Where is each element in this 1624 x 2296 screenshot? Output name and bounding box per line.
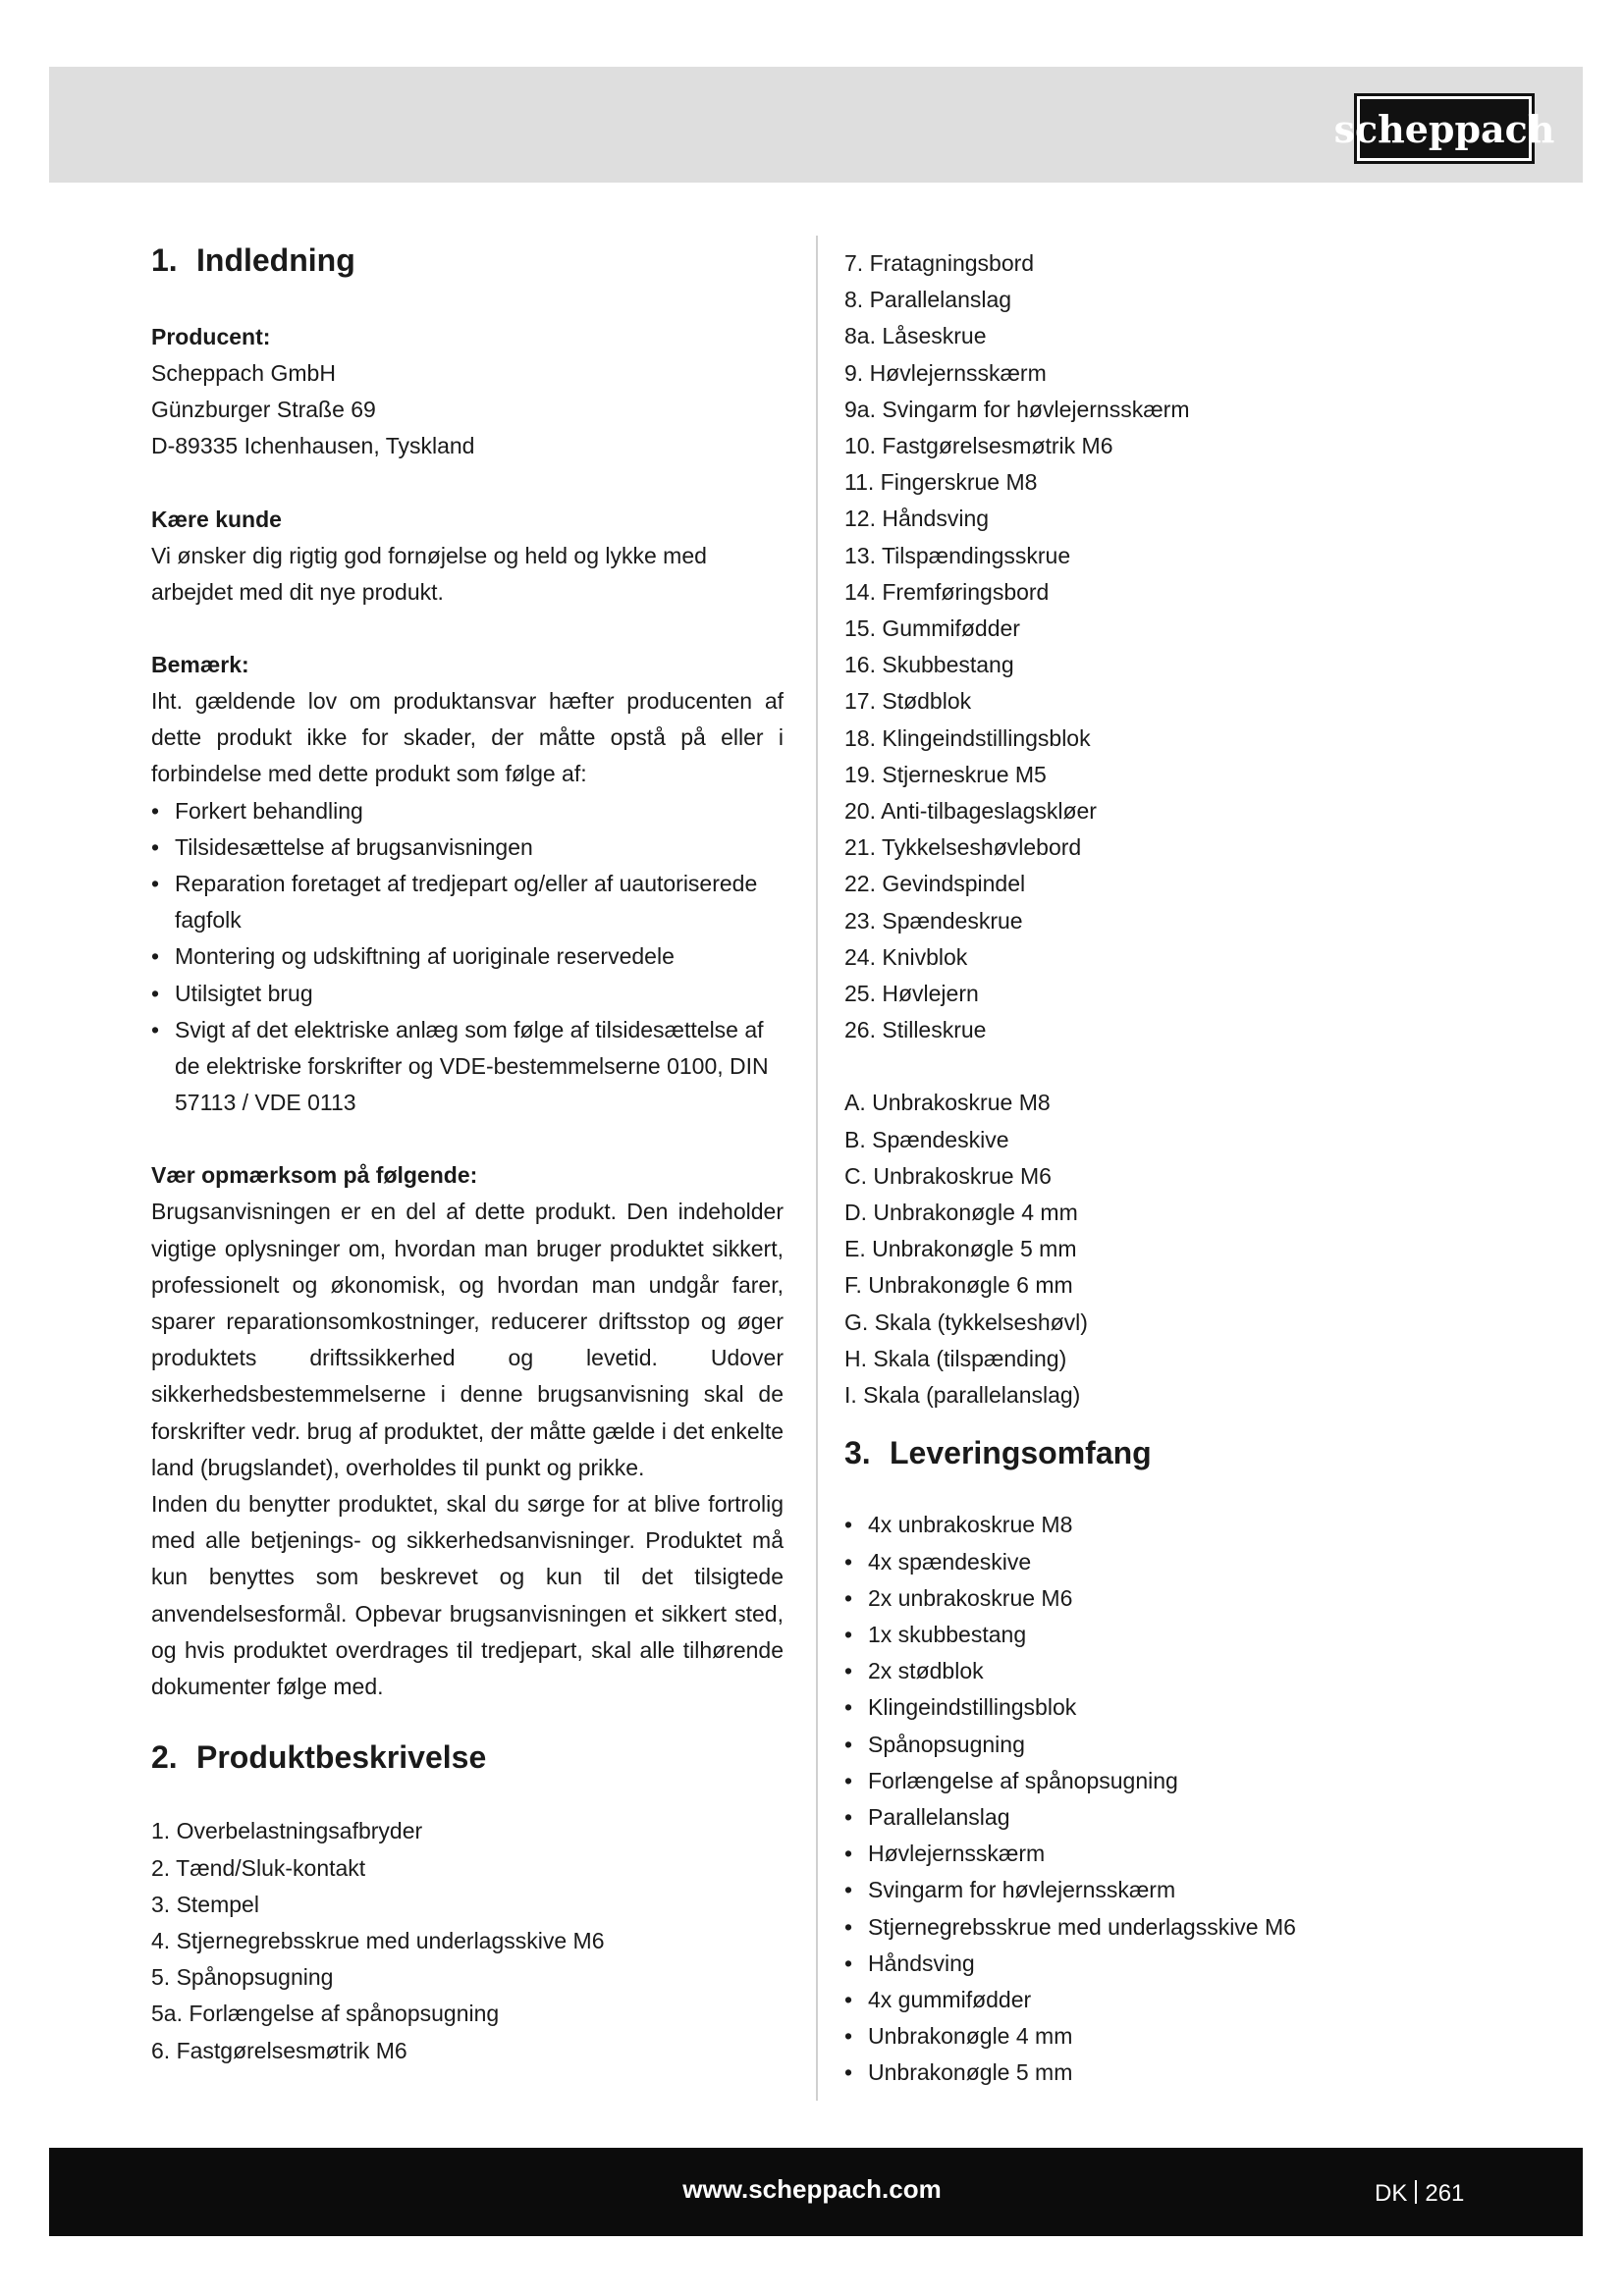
list-item: • Unbrakonøgle 5 mm [844,2055,1551,2091]
column-divider [816,236,818,2101]
list-item: • Reparation foretaget af tredjepart og/eller af uautoriserede fagfolk [151,866,784,938]
list-item: • Parallelanslag [844,1799,1551,1836]
section-2-title: 2. Produktbeskrivelse [151,1739,487,1776]
list-item: 6. Fastgørelsesmøtrik M6 [151,2037,407,2063]
list-item: • Utilsigtet brug [151,976,784,1012]
list-item: • Spånopsugning [844,1727,1551,1763]
accessory-letters-list [844,1085,1551,1414]
separator [1415,2180,1417,2204]
list-item: G. Skala (tykkelseshøvl) [844,1308,1088,1335]
dear-customer-label: Kære kunde [151,506,282,532]
list-item: • 4x spændeskive [844,1544,1551,1580]
list-item: 8a. Låseskrue [844,323,987,349]
footer-website-link[interactable]: www.scheppach.com [682,2174,942,2204]
list-item: 9. Høvlejernsskærm [844,359,1047,386]
list-item: • Håndsving [844,1946,1551,1982]
list-item: 5a. Forlængelse af spånopsugning [151,2001,500,2027]
list-item: • Unbrakonøgle 4 mm [844,2018,1551,2055]
list-item: 5. Spånopsugning [151,1964,334,1991]
product-parts-list-continued [844,245,1551,1048]
list-item: D. Unbrakonøgle 4 mm [844,1200,1078,1226]
list-item: • 1x skubbestang [844,1617,1551,1653]
list-item: 19. Stjerneskrue M5 [844,761,1047,787]
note-bullets [151,793,784,1122]
producer-label: Producent: [151,324,271,349]
product-parts-list [151,1813,784,2068]
list-item: C. Unbrakoskrue M6 [844,1162,1052,1189]
list-item: 18. Klingeindstillingsblok [844,724,1091,751]
list-item: • Tilsidesættelse af brugsanvisningen [151,829,784,866]
note-label: Bemærk: [151,652,249,678]
list-item: • 2x unbrakoskrue M6 [844,1580,1551,1617]
list-item: 26. Stilleskrue [844,1017,987,1043]
list-item: B. Spændeskive [844,1126,1009,1152]
list-item: H. Skala (tilspænding) [844,1345,1067,1371]
list-item: • Forkert behandling [151,793,784,829]
list-item: • 2x stødblok [844,1653,1551,1689]
list-item: E. Unbrakonøgle 5 mm [844,1236,1077,1262]
list-item: 20. Anti-tilbageslagskløer [844,798,1097,825]
list-item: • Montering og udskiftning af uoriginale reservedele [151,938,784,975]
list-item: 24. Knivblok [844,943,968,970]
list-item: • Svigt af det elektriske anlæg som følge af tilsidesættelse af de elektriske forskrifter og VDE-bestemmelserne 0100, DIN 57113 / VDE 0113 [151,1012,784,1122]
producer-line: D-89335 Ichenhausen, Tyskland [151,433,475,459]
list-item: 7. Fratagningsbord [844,250,1035,276]
list-item: 16. Skubbestang [844,652,1014,678]
list-item: I. Skala (parallelanslag) [844,1382,1081,1409]
list-item: 22. Gevindspindel [844,871,1026,897]
list-item: 10. Fastgørelsesmøtrik M6 [844,433,1113,459]
list-item: 8. Parallelanslag [844,287,1012,313]
attention-text: Inden du benytter produktet, skal du sørge for at blive fortrolig med alle betjenings- og sikkerhedsanvisninger. Produktet må kun benyttes som beskrevet og kun til det tilsigtede anvendelsesformål. Opbevar brugsanvisningen et sikkert sted, og hvis produktet overdrages til tredjepart, skal alle tilhørende dokumenter følge med. [151,1491,784,1700]
producer-line: Scheppach GmbH [151,360,336,386]
list-item: 21. Tykkelseshøvlebord [844,834,1082,861]
list-item: 12. Håndsving [844,506,990,532]
list-item: • Klingeindstillingsblok [844,1689,1551,1726]
list-item: 3. Stempel [151,1891,259,1917]
list-item: 15. Gummifødder [844,615,1020,642]
left-column [151,240,784,2069]
list-item: • 4x unbrakoskrue M8 [844,1507,1551,1543]
attention-label: Vær opmærksom på følgende: [151,1162,478,1189]
list-item: A. Unbrakoskrue M8 [844,1090,1051,1116]
dear-customer-text: Vi ønsker dig rigtig god fornøjelse og held og lykke med arbejdet med dit nye produkt. [151,542,707,605]
list-item: • Forlængelse af spånopsugning [844,1763,1551,1799]
section-1-title: 1. Indledning [151,242,355,278]
list-item: 25. Høvlejern [844,981,979,1007]
list-item: 1. Overbelastningsafbryder [151,1818,423,1844]
list-item: • Svingarm for høvlejernsskærm [844,1872,1551,1908]
delivery-scope-list [844,1507,1551,2091]
list-item: 9a. Svingarm for høvlejernsskærm [844,396,1190,422]
list-item: 13. Tilspændingsskrue [844,542,1071,568]
producer-line: Günzburger Straße 69 [151,397,376,423]
list-item: 2. Tænd/Sluk-kontakt [151,1854,366,1881]
list-item: • 4x gummifødder [844,1982,1551,2018]
list-item: • Høvlejernsskærm [844,1836,1551,1872]
list-item: 23. Spændeskrue [844,907,1023,934]
list-item: 14. Fremføringsbord [844,578,1050,605]
footer-page-number: DK 261 [1375,2180,1465,2207]
attention-text: Brugsanvisningen er en del af dette produkt. Den indeholder vigtige oplysninger om, hvordan man bruger produktet sikkert, professionelt og økonomisk, og hvordan man undgår farer, sparer reparationsomkostninger, reducerer driftsstop og øger produktets driftssikkerhed og levetid. Udover sikkerhedsbestemmelserne i denne brugsanvisning skal de forskrifter vedr. brug af produktet, der måtte gælde i det enkelte land (brugslandet), overholdes til punkt og prikke. [151,1199,784,1480]
list-item: 11. Fingerskrue M8 [844,469,1038,496]
list-item: • Stjernegrebsskrue med underlagsskive M6 [844,1909,1551,1946]
list-item: F. Unbrakonøgle 6 mm [844,1272,1073,1299]
note-text: Iht. gældende lov om produktansvar hæfter producenten af dette produkt ikke for skader, der måtte opstå på eller i forbindelse med dette produkt som følge af: [151,688,784,787]
list-item: 17. Stødblok [844,688,972,715]
section-3-title: 3. Leveringsomfang [844,1435,1152,1471]
right-column [844,245,1551,2092]
scheppach-logo: scheppach [1354,93,1535,164]
list-item: 4. Stjernegrebsskrue med underlagsskive M6 [151,1927,605,1953]
